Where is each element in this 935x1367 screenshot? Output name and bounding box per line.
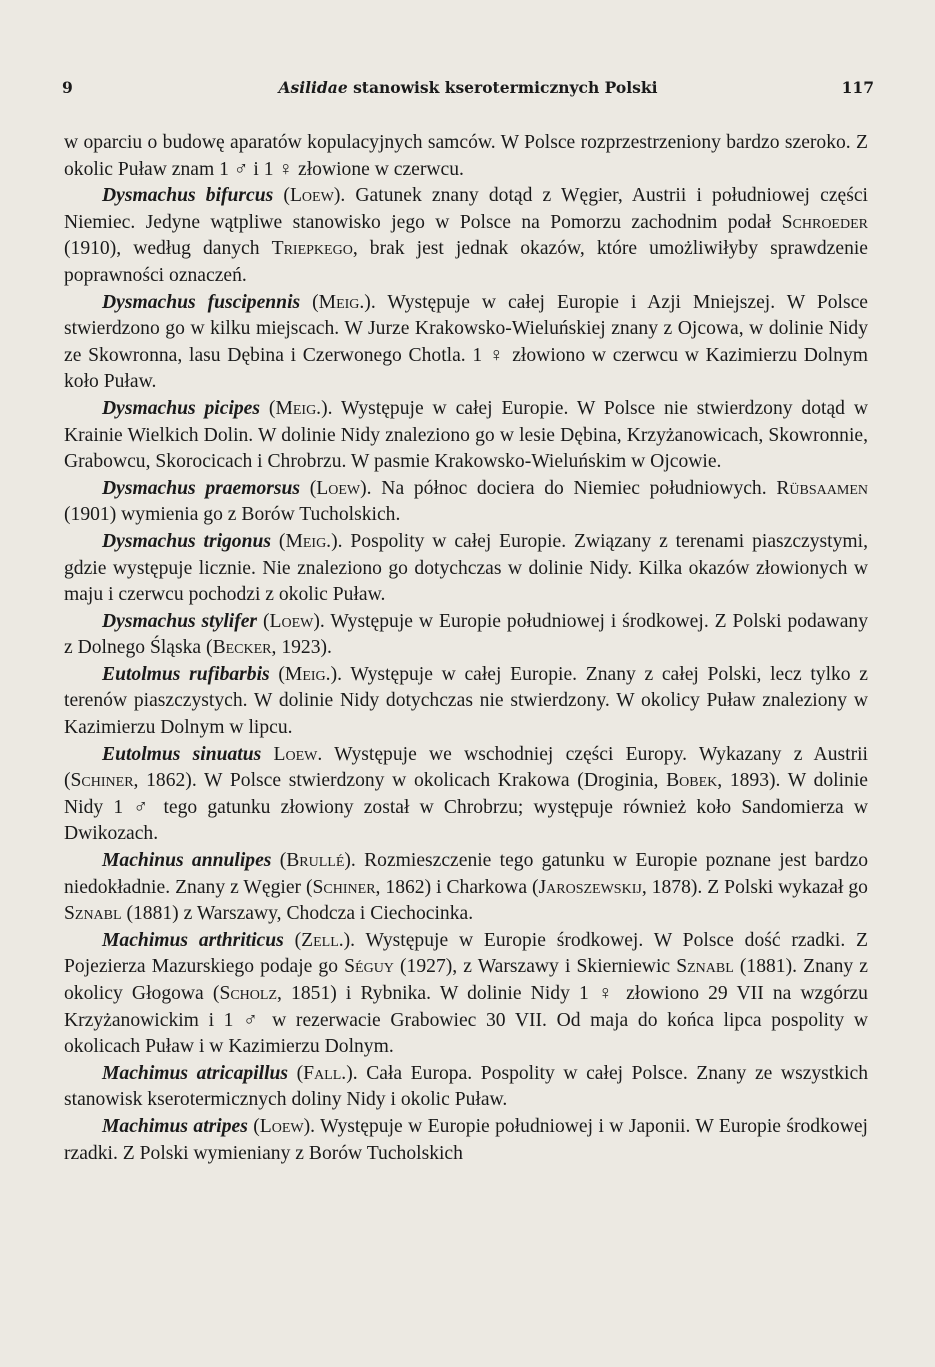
author-name: Triepkego: [271, 238, 353, 260]
author-name: Becker: [212, 637, 272, 659]
text-run: ). Rozmieszczenie tego gatunku w Europie poznane jest bardzo niedokładnie. Znany z Węgier (: [64, 850, 868, 898]
running-title-rest: stanowisk kserotermicznych Polski: [347, 78, 658, 97]
paragraph: [64, 183, 868, 289]
paragraph: [64, 476, 868, 529]
species-name: Dysmachus praemorsus: [102, 477, 301, 499]
species-name: Machinus annulipes: [102, 850, 272, 872]
text-run: (1901) wymienia go z Borów Tucholskich.: [64, 504, 401, 526]
paragraph: [64, 396, 868, 476]
species-name: Machimus atricapillus: [102, 1062, 289, 1084]
author-name: Jaroszewskij: [538, 876, 642, 898]
text-run: , brak jest jednak okazów, które umożliwiłyby sprawdzenie poprawności oznaczeń.: [64, 238, 869, 286]
species-name: Machimus arthriticus: [102, 929, 284, 951]
species-name: Dysmachus trigonus: [102, 530, 272, 552]
paragraph: [64, 742, 868, 848]
paragraph: [64, 848, 868, 928]
page-number-right: 117: [841, 78, 874, 97]
author-name: Meig.: [284, 663, 331, 685]
author-name: Bobek: [666, 770, 718, 792]
author-name: Schiner: [70, 770, 134, 792]
text-run: , 1923).: [271, 637, 332, 659]
author-name: Brullé: [286, 850, 345, 872]
species-name: Dysmachus fuscipennis: [102, 291, 301, 313]
paragraph: [64, 529, 868, 609]
text-run: ). Występuje w całej Europie i Azji Mniejszej. W Polsce stwierdzono go w kilku miejscach. W Jurze Krakowsko-Wieluńskiej znany z Ojcowa, w dolinie Nidy ze Skowronna, lasu Dębina i Czerwonego Chotla. 1 ♀ złowiono w czerwcu w Kazimierzu Dolnym koło Puław.: [64, 291, 868, 393]
text-run: (: [271, 530, 286, 552]
text-run: ). Występuje w Europie południowej i w Japonii. W Europie środkowej rzadki. Z Polski wymieniany z Borów Tucholskich: [64, 1115, 868, 1164]
text-run: (1881). Znany z okolicy Głogowa (: [64, 956, 868, 1004]
species-name: Eutolmus rufibarbis: [102, 663, 270, 685]
text-run: (: [300, 291, 319, 313]
author-name: Loew: [316, 477, 361, 499]
species-name: Machimus atripes: [102, 1115, 248, 1137]
text-run: ). Gatunek znany dotąd z Węgier, Austrii i południowej części Niemiec. Jedyne wątpliwe stanowisko jego w Polsce na Pomorzu zachodnim podał: [64, 185, 868, 233]
text-run: (1927), z Warszawy i Skierniewic: [393, 956, 677, 978]
text-run: ). Cała Europa. Pospolity w całej Polsce. Znany ze wszystkich stanowisk kserotermicznych doliny Nidy i okolic Puław.: [64, 1062, 868, 1111]
text-run: , 1862). W Polsce stwierdzony w okolicach Krakowa (Droginia,: [133, 770, 667, 792]
running-title-family: Asilidae: [278, 78, 348, 97]
author-name: Sznabl: [64, 903, 122, 925]
author-name: Meig.: [275, 397, 322, 419]
author-name: Loew: [259, 1115, 304, 1137]
text-run: (: [247, 1115, 260, 1137]
author-name: Meig.: [318, 291, 365, 313]
text-run: , 1878). Z Polski wykazał go: [641, 876, 868, 898]
text-run: (1881) z Warszawy, Chodcza i Ciechocinka.: [121, 903, 474, 925]
species-name: Dysmachus picipes: [102, 397, 261, 419]
author-name: Schroeder: [781, 211, 868, 233]
species-name: Dysmachus bifurcus: [102, 185, 274, 207]
text-run: , 1851) i Rybnika. W dolinie Nidy 1 ♀ złowiono 29 VII na wzgórzu Krzyżanowickim i 1 ♂ w rezerwacie Grabowiec 30 VII. Od maja do końca lipca pospolity w okolicach Puław i w Kazimierzu Dolnym.: [64, 983, 868, 1058]
page-number-left: 9: [62, 78, 73, 97]
text-run: [261, 744, 273, 765]
text-run: , 1862) i Charkowa (: [375, 876, 539, 898]
text-run: (: [300, 477, 317, 499]
text-run: ). Występuje w całej Europie. Znany z całej Polski, lecz tylko z terenów piaszczystych. W dolinie Nidy dotychczas nie stwierdzony. W okolicy Puław znaleziony w Kazimierzu Dolnym w lipcu.: [64, 663, 868, 739]
text-run: (: [271, 850, 287, 872]
author-name: Sznabl: [676, 956, 734, 978]
text-run: (: [283, 929, 302, 951]
author-name: Séguy: [344, 956, 394, 978]
author-name: Rübsaamen: [776, 477, 868, 499]
paragraph: [64, 130, 868, 183]
author-name: Loew: [273, 743, 318, 765]
author-name: Schiner: [312, 876, 376, 898]
running-header: [62, 78, 874, 102]
paragraph: [64, 1061, 868, 1114]
author-name: Scholz: [219, 983, 277, 1004]
text-run: w oparciu o budowę aparatów kopulacyjnych samców. W Polsce rozprzestrzeniony bardzo szeroko. Z okolic Puław znam 1 ♂ i 1 ♀ złowione w czerwcu.: [64, 132, 868, 180]
paragraph: [64, 928, 868, 1061]
text-run: (: [269, 663, 285, 685]
author-name: Fall.: [303, 1062, 347, 1084]
text-run: . Występuje we wschodniej części Europy. Wykazany z Austrii (: [64, 743, 868, 792]
text-run: (: [288, 1062, 304, 1084]
author-name: Zell.: [301, 929, 344, 951]
author-name: Meig.: [285, 530, 332, 552]
text-run: ). Występuje w Europie południowej i środkowej. Z Polski podawany z Dolnego Śląska (: [64, 610, 868, 659]
text-run: , 1893). W dolinie Nidy 1 ♂ tego gatunku złowiony został w Chrobrzu; występuje również koło Sandomierza w Dwikozach.: [64, 770, 868, 845]
text-run: (: [257, 610, 270, 632]
paragraph: [64, 609, 868, 662]
text-run: ). Pospolity w całej Europie. Związany z terenami piaszczystymi, gdzie występuje licznie. Nie znaleziono go dotychczas w dolinie Nidy. Kilka okazów złowionych w maju i czerwcu pochodzi z okolic Puław.: [64, 530, 868, 606]
text-run: ). Występuje w całej Europie. W Polsce nie stwierdzony dotąd w Krainie Wielkich Dolin. W dolinie Nidy znaleziono go w lesie Dębina, Krzyżanowicach, Skowronnie, Grabowcu, Skorocicach i Chrobrzu. W pasmie Krakowsko-Wieluńskim w Ojcowie.: [64, 397, 868, 473]
body-text: [64, 130, 868, 1167]
text-run: (1910), według danych: [64, 238, 272, 260]
species-name: Eutolmus sinuatus: [102, 743, 262, 765]
author-name: Loew: [289, 185, 334, 207]
text-run: (: [260, 397, 276, 419]
text-run: ). Występuje w Europie środkowej. W Polsce dość rzadki. Z Pojezierza Mazurskiego podaje go: [64, 929, 868, 978]
running-title: [62, 78, 874, 97]
author-name: Loew: [269, 610, 314, 632]
text-run: ). Na północ dociera do Niemiec południowych.: [360, 477, 777, 499]
species-name: Dysmachus stylifer: [102, 610, 258, 632]
paragraph: [64, 1114, 868, 1167]
paragraph: [64, 290, 868, 396]
paragraph: [64, 662, 868, 742]
text-run: (: [273, 185, 290, 207]
